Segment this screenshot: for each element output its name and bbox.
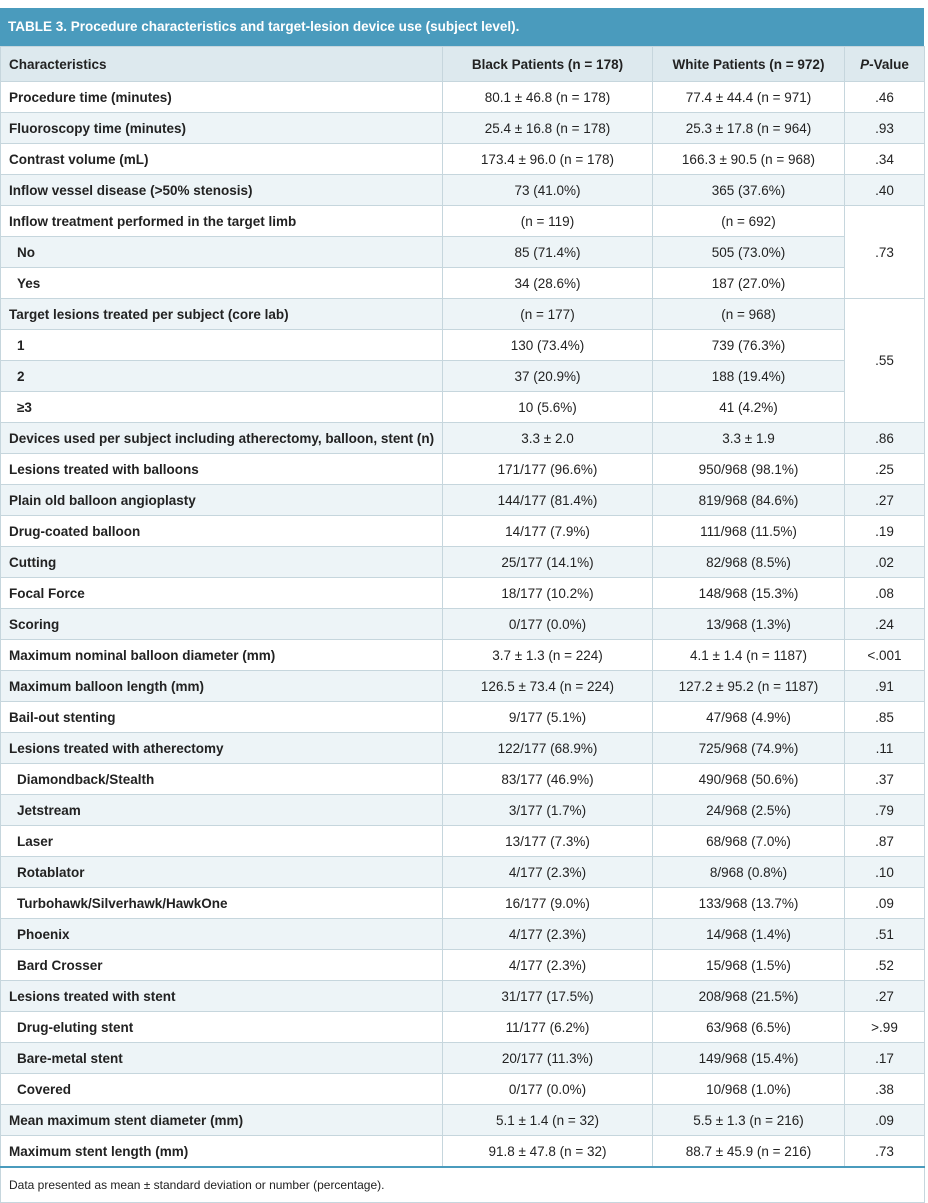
white-patients-value: 14/968 (1.4%) [653, 919, 845, 950]
table-row [1, 299, 925, 330]
table-row [1, 237, 925, 268]
p-value: .73 [845, 206, 925, 299]
p-value: .27 [845, 485, 925, 516]
row-label: Lesions treated with balloons [1, 454, 443, 485]
white-patients-value: 47/968 (4.9%) [653, 702, 845, 733]
black-patients-value: 0/177 (0.0%) [443, 609, 653, 640]
row-label: Lesions treated with atherectomy [1, 733, 443, 764]
table-row [1, 547, 925, 578]
row-label: Covered [1, 1074, 443, 1105]
white-patients-value: (n = 968) [653, 299, 845, 330]
p-value: .24 [845, 609, 925, 640]
black-patients-value: 9/177 (5.1%) [443, 702, 653, 733]
black-patients-value: 11/177 (6.2%) [443, 1012, 653, 1043]
white-patients-value: 4.1 ± 1.4 (n = 1187) [653, 640, 845, 671]
black-patients-value: 4/177 (2.3%) [443, 950, 653, 981]
row-label: Contrast volume (mL) [1, 144, 443, 175]
footnote: Data presented as mean ± standard deviation or number (percentage). [1, 1167, 925, 1203]
black-patients-value: 173.4 ± 96.0 (n = 178) [443, 144, 653, 175]
row-label: Phoenix [1, 919, 443, 950]
row-label: 1 [1, 330, 443, 361]
row-label: Plain old balloon angioplasty [1, 485, 443, 516]
table-row [1, 1012, 925, 1043]
black-patients-value: 85 (71.4%) [443, 237, 653, 268]
white-patients-value: 77.4 ± 44.4 (n = 971) [653, 82, 845, 113]
row-label: Maximum stent length (mm) [1, 1136, 443, 1168]
white-patients-value: 188 (19.4%) [653, 361, 845, 392]
row-label: Drug-coated balloon [1, 516, 443, 547]
table-title: TABLE 3. Procedure characteristics and target-lesion device use (subject level). [0, 8, 924, 46]
white-patients-value: 3.3 ± 1.9 [653, 423, 845, 454]
p-value: .79 [845, 795, 925, 826]
p-value: .93 [845, 113, 925, 144]
white-patients-value: 166.3 ± 90.5 (n = 968) [653, 144, 845, 175]
white-patients-value: 15/968 (1.5%) [653, 950, 845, 981]
p-value: .34 [845, 144, 925, 175]
p-value: .46 [845, 82, 925, 113]
white-patients-value: 149/968 (15.4%) [653, 1043, 845, 1074]
row-label: Bare-metal stent [1, 1043, 443, 1074]
table-row [1, 454, 925, 485]
white-patients-value: 25.3 ± 17.8 (n = 964) [653, 113, 845, 144]
black-patients-value: 25/177 (14.1%) [443, 547, 653, 578]
white-patients-value: 111/968 (11.5%) [653, 516, 845, 547]
white-patients-value: 63/968 (6.5%) [653, 1012, 845, 1043]
black-patients-value: 20/177 (11.3%) [443, 1043, 653, 1074]
white-patients-value: 950/968 (98.1%) [653, 454, 845, 485]
black-patients-value: 14/177 (7.9%) [443, 516, 653, 547]
header-white-patients: White Patients (n = 972) [653, 47, 845, 82]
black-patients-value: 171/177 (96.6%) [443, 454, 653, 485]
p-value: <.001 [845, 640, 925, 671]
white-patients-value: 82/968 (8.5%) [653, 547, 845, 578]
white-patients-value: (n = 692) [653, 206, 845, 237]
black-patients-value: (n = 119) [443, 206, 653, 237]
row-label: Scoring [1, 609, 443, 640]
black-patients-value: 126.5 ± 73.4 (n = 224) [443, 671, 653, 702]
white-patients-value: 187 (27.0%) [653, 268, 845, 299]
table-row [1, 361, 925, 392]
table-row [1, 175, 925, 206]
black-patients-value: 83/177 (46.9%) [443, 764, 653, 795]
header-black-patients: Black Patients (n = 178) [443, 47, 653, 82]
white-patients-value: 133/968 (13.7%) [653, 888, 845, 919]
black-patients-value: 91.8 ± 47.8 (n = 32) [443, 1136, 653, 1168]
row-label: Cutting [1, 547, 443, 578]
p-value: .10 [845, 857, 925, 888]
black-patients-value: 5.1 ± 1.4 (n = 32) [443, 1105, 653, 1136]
table-row [1, 640, 925, 671]
p-value: .27 [845, 981, 925, 1012]
table-row [1, 82, 925, 113]
p-value: .73 [845, 1136, 925, 1168]
p-value: .87 [845, 826, 925, 857]
table-row [1, 609, 925, 640]
table-row [1, 826, 925, 857]
table-row [1, 330, 925, 361]
white-patients-value: 739 (76.3%) [653, 330, 845, 361]
p-value: .38 [845, 1074, 925, 1105]
row-label: Drug-eluting stent [1, 1012, 443, 1043]
white-patients-value: 725/968 (74.9%) [653, 733, 845, 764]
p-value: .52 [845, 950, 925, 981]
p-value: .19 [845, 516, 925, 547]
p-value: .37 [845, 764, 925, 795]
header-row [1, 47, 925, 82]
table-row [1, 1043, 925, 1074]
white-patients-value: 41 (4.2%) [653, 392, 845, 423]
p-value: .17 [845, 1043, 925, 1074]
p-value: .09 [845, 1105, 925, 1136]
row-label: Inflow treatment performed in the target limb [1, 206, 443, 237]
table-row [1, 516, 925, 547]
row-label: Devices used per subject including atherectomy, balloon, stent (n) [1, 423, 443, 454]
p-value: .02 [845, 547, 925, 578]
footnote-row [1, 1167, 925, 1203]
table-row [1, 950, 925, 981]
white-patients-value: 68/968 (7.0%) [653, 826, 845, 857]
black-patients-value: 4/177 (2.3%) [443, 919, 653, 950]
p-value: >.99 [845, 1012, 925, 1043]
white-patients-value: 148/968 (15.3%) [653, 578, 845, 609]
black-patients-value: 0/177 (0.0%) [443, 1074, 653, 1105]
data-table [0, 46, 925, 1203]
row-label: Focal Force [1, 578, 443, 609]
p-value: .86 [845, 423, 925, 454]
white-patients-value: 208/968 (21.5%) [653, 981, 845, 1012]
black-patients-value: 16/177 (9.0%) [443, 888, 653, 919]
p-value: .09 [845, 888, 925, 919]
table-row [1, 733, 925, 764]
black-patients-value: (n = 177) [443, 299, 653, 330]
row-label: Target lesions treated per subject (core lab) [1, 299, 443, 330]
row-label: Mean maximum stent diameter (mm) [1, 1105, 443, 1136]
p-value: .51 [845, 919, 925, 950]
table-row [1, 113, 925, 144]
black-patients-value: 3.7 ± 1.3 (n = 224) [443, 640, 653, 671]
row-label: Turbohawk/Silverhawk/HawkOne [1, 888, 443, 919]
table-row [1, 857, 925, 888]
white-patients-value: 819/968 (84.6%) [653, 485, 845, 516]
white-patients-value: 13/968 (1.3%) [653, 609, 845, 640]
row-label: Bard Crosser [1, 950, 443, 981]
table-row [1, 764, 925, 795]
black-patients-value: 144/177 (81.4%) [443, 485, 653, 516]
white-patients-value: 127.2 ± 95.2 (n = 1187) [653, 671, 845, 702]
table-row [1, 268, 925, 299]
table-row [1, 1136, 925, 1168]
white-patients-value: 88.7 ± 45.9 (n = 216) [653, 1136, 845, 1168]
table-row [1, 392, 925, 423]
row-label: Fluoroscopy time (minutes) [1, 113, 443, 144]
row-label: Lesions treated with stent [1, 981, 443, 1012]
p-value: .11 [845, 733, 925, 764]
row-label: Maximum nominal balloon diameter (mm) [1, 640, 443, 671]
table-row [1, 919, 925, 950]
row-label: 2 [1, 361, 443, 392]
white-patients-value: 8/968 (0.8%) [653, 857, 845, 888]
black-patients-value: 130 (73.4%) [443, 330, 653, 361]
black-patients-value: 37 (20.9%) [443, 361, 653, 392]
black-patients-value: 3/177 (1.7%) [443, 795, 653, 826]
black-patients-value: 73 (41.0%) [443, 175, 653, 206]
table-row [1, 1105, 925, 1136]
table-row [1, 888, 925, 919]
row-label: Maximum balloon length (mm) [1, 671, 443, 702]
white-patients-value: 490/968 (50.6%) [653, 764, 845, 795]
table-row [1, 981, 925, 1012]
p-value: .40 [845, 175, 925, 206]
white-patients-value: 5.5 ± 1.3 (n = 216) [653, 1105, 845, 1136]
black-patients-value: 18/177 (10.2%) [443, 578, 653, 609]
row-label: Procedure time (minutes) [1, 82, 443, 113]
white-patients-value: 365 (37.6%) [653, 175, 845, 206]
row-label: Jetstream [1, 795, 443, 826]
p-value: .91 [845, 671, 925, 702]
p-value: .08 [845, 578, 925, 609]
table-row [1, 206, 925, 237]
black-patients-value: 80.1 ± 46.8 (n = 178) [443, 82, 653, 113]
white-patients-value: 10/968 (1.0%) [653, 1074, 845, 1105]
black-patients-value: 4/177 (2.3%) [443, 857, 653, 888]
p-value: .55 [845, 299, 925, 423]
black-patients-value: 13/177 (7.3%) [443, 826, 653, 857]
black-patients-value: 31/177 (17.5%) [443, 981, 653, 1012]
table-row [1, 144, 925, 175]
row-label: Yes [1, 268, 443, 299]
black-patients-value: 3.3 ± 2.0 [443, 423, 653, 454]
table-row [1, 423, 925, 454]
row-label: ≥3 [1, 392, 443, 423]
header-p-value [845, 47, 925, 82]
black-patients-value: 122/177 (68.9%) [443, 733, 653, 764]
white-patients-value: 505 (73.0%) [653, 237, 845, 268]
row-label: No [1, 237, 443, 268]
row-label: Bail-out stenting [1, 702, 443, 733]
row-label: Laser [1, 826, 443, 857]
header-p-italic: P [860, 56, 870, 72]
p-value: .25 [845, 454, 925, 485]
black-patients-value: 25.4 ± 16.8 (n = 178) [443, 113, 653, 144]
table-row [1, 1074, 925, 1105]
header-characteristics: Characteristics [1, 47, 443, 82]
black-patients-value: 34 (28.6%) [443, 268, 653, 299]
white-patients-value: 24/968 (2.5%) [653, 795, 845, 826]
table-row [1, 795, 925, 826]
black-patients-value: 10 (5.6%) [443, 392, 653, 423]
row-label: Inflow vessel disease (>50% stenosis) [1, 175, 443, 206]
row-label: Rotablator [1, 857, 443, 888]
table-row [1, 671, 925, 702]
row-label: Diamondback/Stealth [1, 764, 443, 795]
header-p-rest: -Value [869, 56, 909, 72]
table-row [1, 578, 925, 609]
table-row [1, 485, 925, 516]
p-value: .85 [845, 702, 925, 733]
table-row [1, 702, 925, 733]
